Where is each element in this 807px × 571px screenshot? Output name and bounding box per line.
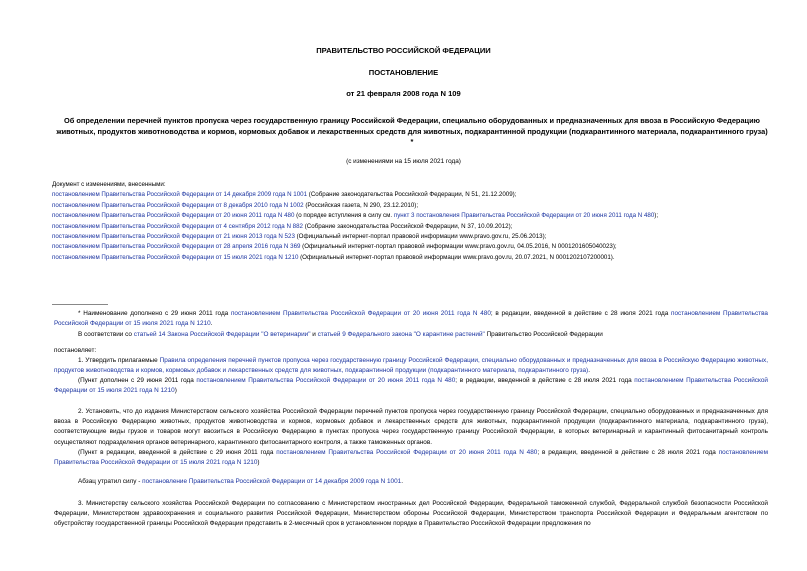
paragraph-2-note: (Пункт в редакции, введенной в действие с 29 июня 2011 года постановлением Правительства Российской Федерации от 20 июня 2011 года N 480; в редакции, введенной в действие с 28 июля 2021 года постановлением Правительства Российской Федерации от 15 июля 2021 года N 1210) — [54, 449, 768, 467]
amendment-link-2021[interactable]: постановлением Правительства Российской Федерации от 15 июля 2021 года N 1210 — [54, 449, 768, 467]
paragraph-1: 1. Утвердить прилагаемые Правила определения перечней пунктов пропуска через государственную границу Российской Федерации, специально оборудованных и предназначенных для ввоза в Российскую Федерацию животных, продуктов животноводства и кормов, кормовых добавок и лекарственных средств для животных, подкарантинной продукции (подкарантинного материала, подкарантинного груза). — [54, 357, 768, 375]
change-link-secondary[interactable]: пункт 3 постановления Правительства Российской Федерации от 20 июня 2011 года N 480 — [393, 212, 655, 220]
preamble: В соответствии со статьей 14 Закона Российской Федерации "О ветеринарии" и статьей 9 Федерального закона "О карантине растений" Правительство Российской Федерации — [78, 331, 603, 338]
document-type-heading: ПОСТАНОВЛЕНИЕ — [368, 68, 439, 77]
amendment-link-2011[interactable]: постановлением Правительства Российской Федерации от 20 июня 2011 года N 480 — [196, 377, 456, 384]
change-link[interactable]: постановлением Правительства Российской Федерации от 28 апреля 2016 года N 369 — [52, 243, 301, 251]
rules-link[interactable]: Правила определения перечней пунктов пропуска через государственную границу Российской Федерации, специально оборудованных и предназначенных для ввоза в Российскую Федерацию животных, продуктов животноводства и кормов, кормовых добавок и лекарственных средств для животных, подкарантинной продукции (подкарантинного материала, подкарантинного груза) — [54, 357, 768, 375]
abolished-link[interactable]: постановление Правительства Российской Федерации от 14 декабря 2009 года N 1001 — [142, 478, 402, 485]
paragraph-2: 2. Установить, что до издания Министерством сельского хозяйства Российской Федерации перечней пунктов пропуска через государственную границу Российской Федерации, специально оборудованных и предназначенных для ввоза в Российскую Федерацию животных, продуктов животноводства и кормов, кормовых добавок и лекарственных средств для животных, подкарантинной продукции (подкарантинного материала, подкарантинного груза), соответствующие виды грузов и товаров могут ввозиться в Российскую Федерацию в пунктах пропуска через государственную границу Российской Федерации, в которых ветеринарный и карантинный фитосанитарный контроль осуществляют подразделения органов ветеринарного, карантинного фитосанитарного контроля, а также таможенных органов. — [54, 408, 768, 446]
change-link[interactable]: постановлением Правительства Российской Федерации от 8 декабря 2010 года N 1002 — [52, 201, 304, 209]
footnote-link-2011[interactable]: постановлением Правительства Российской Федерации от 20 июня 2011 года N 480 — [230, 310, 491, 317]
law-quarantine-link[interactable]: статьей 9 Федерального закона "О карантине растений" — [317, 331, 485, 338]
change-item: постановлением Правительства Российской Федерации от 15 июля 2021 года N 1210 (Официальный интернет-портал правовой информации www.pravo.gov.ru, 20.07.2021, N 0001202107200001). — [52, 253, 615, 261]
change-item: постановлением Правительства Российской Федерации от 28 апреля 2016 года N 369 (Официальный интернет-портал правовой информации www.pravo.gov.ru, 04.05.2016, N 0001201605040023); — [52, 243, 617, 251]
law-veterinary-link[interactable]: статьей 14 Закона Российской Федерации "О ветеринарии" — [133, 331, 311, 338]
change-item: постановлением Правительства Российской Федерации от 21 июня 2013 года N 523 (Официальный интернет-портал правовой информации www.pravo.gov.ru, 25.06.2013); — [52, 233, 547, 241]
amendment-link-2021[interactable]: постановлением Правительства Российской Федерации от 15 июля 2021 года N 1210 — [54, 377, 768, 395]
changes-list — [52, 180, 767, 263]
footnote-divider — [52, 304, 108, 305]
decrees-label: постановляет: — [54, 347, 97, 354]
date-number-heading: от 21 февраля 2008 года N 109 — [346, 89, 461, 98]
revision-note: (с изменениями на 15 июля 2021 года) — [346, 158, 461, 165]
change-link[interactable]: постановлением Правительства Российской Федерации от 4 сентября 2012 года N 882 — [52, 222, 303, 230]
change-link[interactable]: постановлением Правительства Российской Федерации от 21 июня 2013 года N 523 — [52, 233, 295, 241]
change-item: постановлением Правительства Российской Федерации от 20 июня 2011 года N 480 (о порядке вступления в силу см. пункт 3 постановления Правительства Российской Федерации от 20 июня 2011 года N 480); — [52, 212, 659, 220]
change-link[interactable]: постановлением Правительства Российской Федерации от 15 июля 2021 года N 1210 — [52, 253, 299, 261]
government-heading: ПРАВИТЕЛЬСТВО РОССИЙСКОЙ ФЕДЕРАЦИИ — [316, 46, 491, 55]
paragraph-3: 3. Министерству сельского хозяйства Российской Федерации по согласованию с Министерством иностранных дел Российской Федерации, Федеральной таможенной службой, Федеральной службой безопасности Российской Федерации, Министерством здравоохранения и социального развития Российской Федерации, Министерством обороны Российской Федерации, Министерством транспорта Российской Федерации и Федеральным агентством по обустройству государственной границы Российской Федерации представить в 2-месячный срок в установленном порядке в Правительство Российской Федерации предложения по — [54, 500, 768, 528]
paragraph-1-note: (Пункт дополнен с 29 июня 2011 года постановлением Правительства Российской Федерации от 20 июня 2011 года N 480; в редакции, введенной в действие с 28 июля 2021 года постановлением Правительства Российской Федерации от 15 июля 2021 года N 1210) — [54, 377, 768, 395]
footnote-link-2021[interactable]: постановлением Правительства Российской Федерации от 15 июля 2021 года N 1210 — [54, 310, 768, 328]
change-link[interactable]: постановлением Правительства Российской Федерации от 20 июня 2011 года N 480 — [52, 212, 295, 220]
change-link[interactable]: постановлением Правительства Российской Федерации от 14 декабря 2009 года N 1001 — [52, 191, 308, 199]
change-item: постановлением Правительства Российской Федерации от 14 декабря 2009 года N 1001 (Собрание законодательства Российской Федерации, N 51, 21.12.2009); — [52, 191, 517, 199]
footnote: * Наименование дополнено с 29 июня 2011 года постановлением Правительства Российской Федерации от 20 июня 2011 года N 480; в редакции, введенной в действие с 28 июля 2021 года постановлением Правительства Российской Федерации от 15 июля 2021 года N 1210. — [54, 310, 768, 328]
document-title: Об определении перечней пунктов пропуска через государственную границу Российской Федерации, специально оборудованных и предназначенных для ввоза в Российскую Федерацию животных, продуктов животноводства и кормов, кормовых добавок и лекарственных средств для животных, подкарантинной продукции (подкарантинного материала, подкарантинного груза) * — [56, 116, 768, 146]
abolished-paragraph: Абзац утратил силу - постановление Правительства Российской Федерации от 14 декабря 2009 года N 1001. — [78, 478, 403, 485]
change-item: постановлением Правительства Российской Федерации от 4 сентября 2012 года N 882 (Собрание законодательства Российской Федерации, N 37, 10.09.2012); — [52, 222, 513, 230]
changes-intro: Документ с изменениями, внесенными: — [52, 181, 166, 188]
change-item: постановлением Правительства Российской Федерации от 8 декабря 2010 года N 1002 (Российская газета, N 290, 23.12.2010); — [52, 201, 419, 209]
amendment-link-2011[interactable]: постановлением Правительства Российской Федерации от 20 июня 2011 года N 480 — [276, 449, 538, 456]
